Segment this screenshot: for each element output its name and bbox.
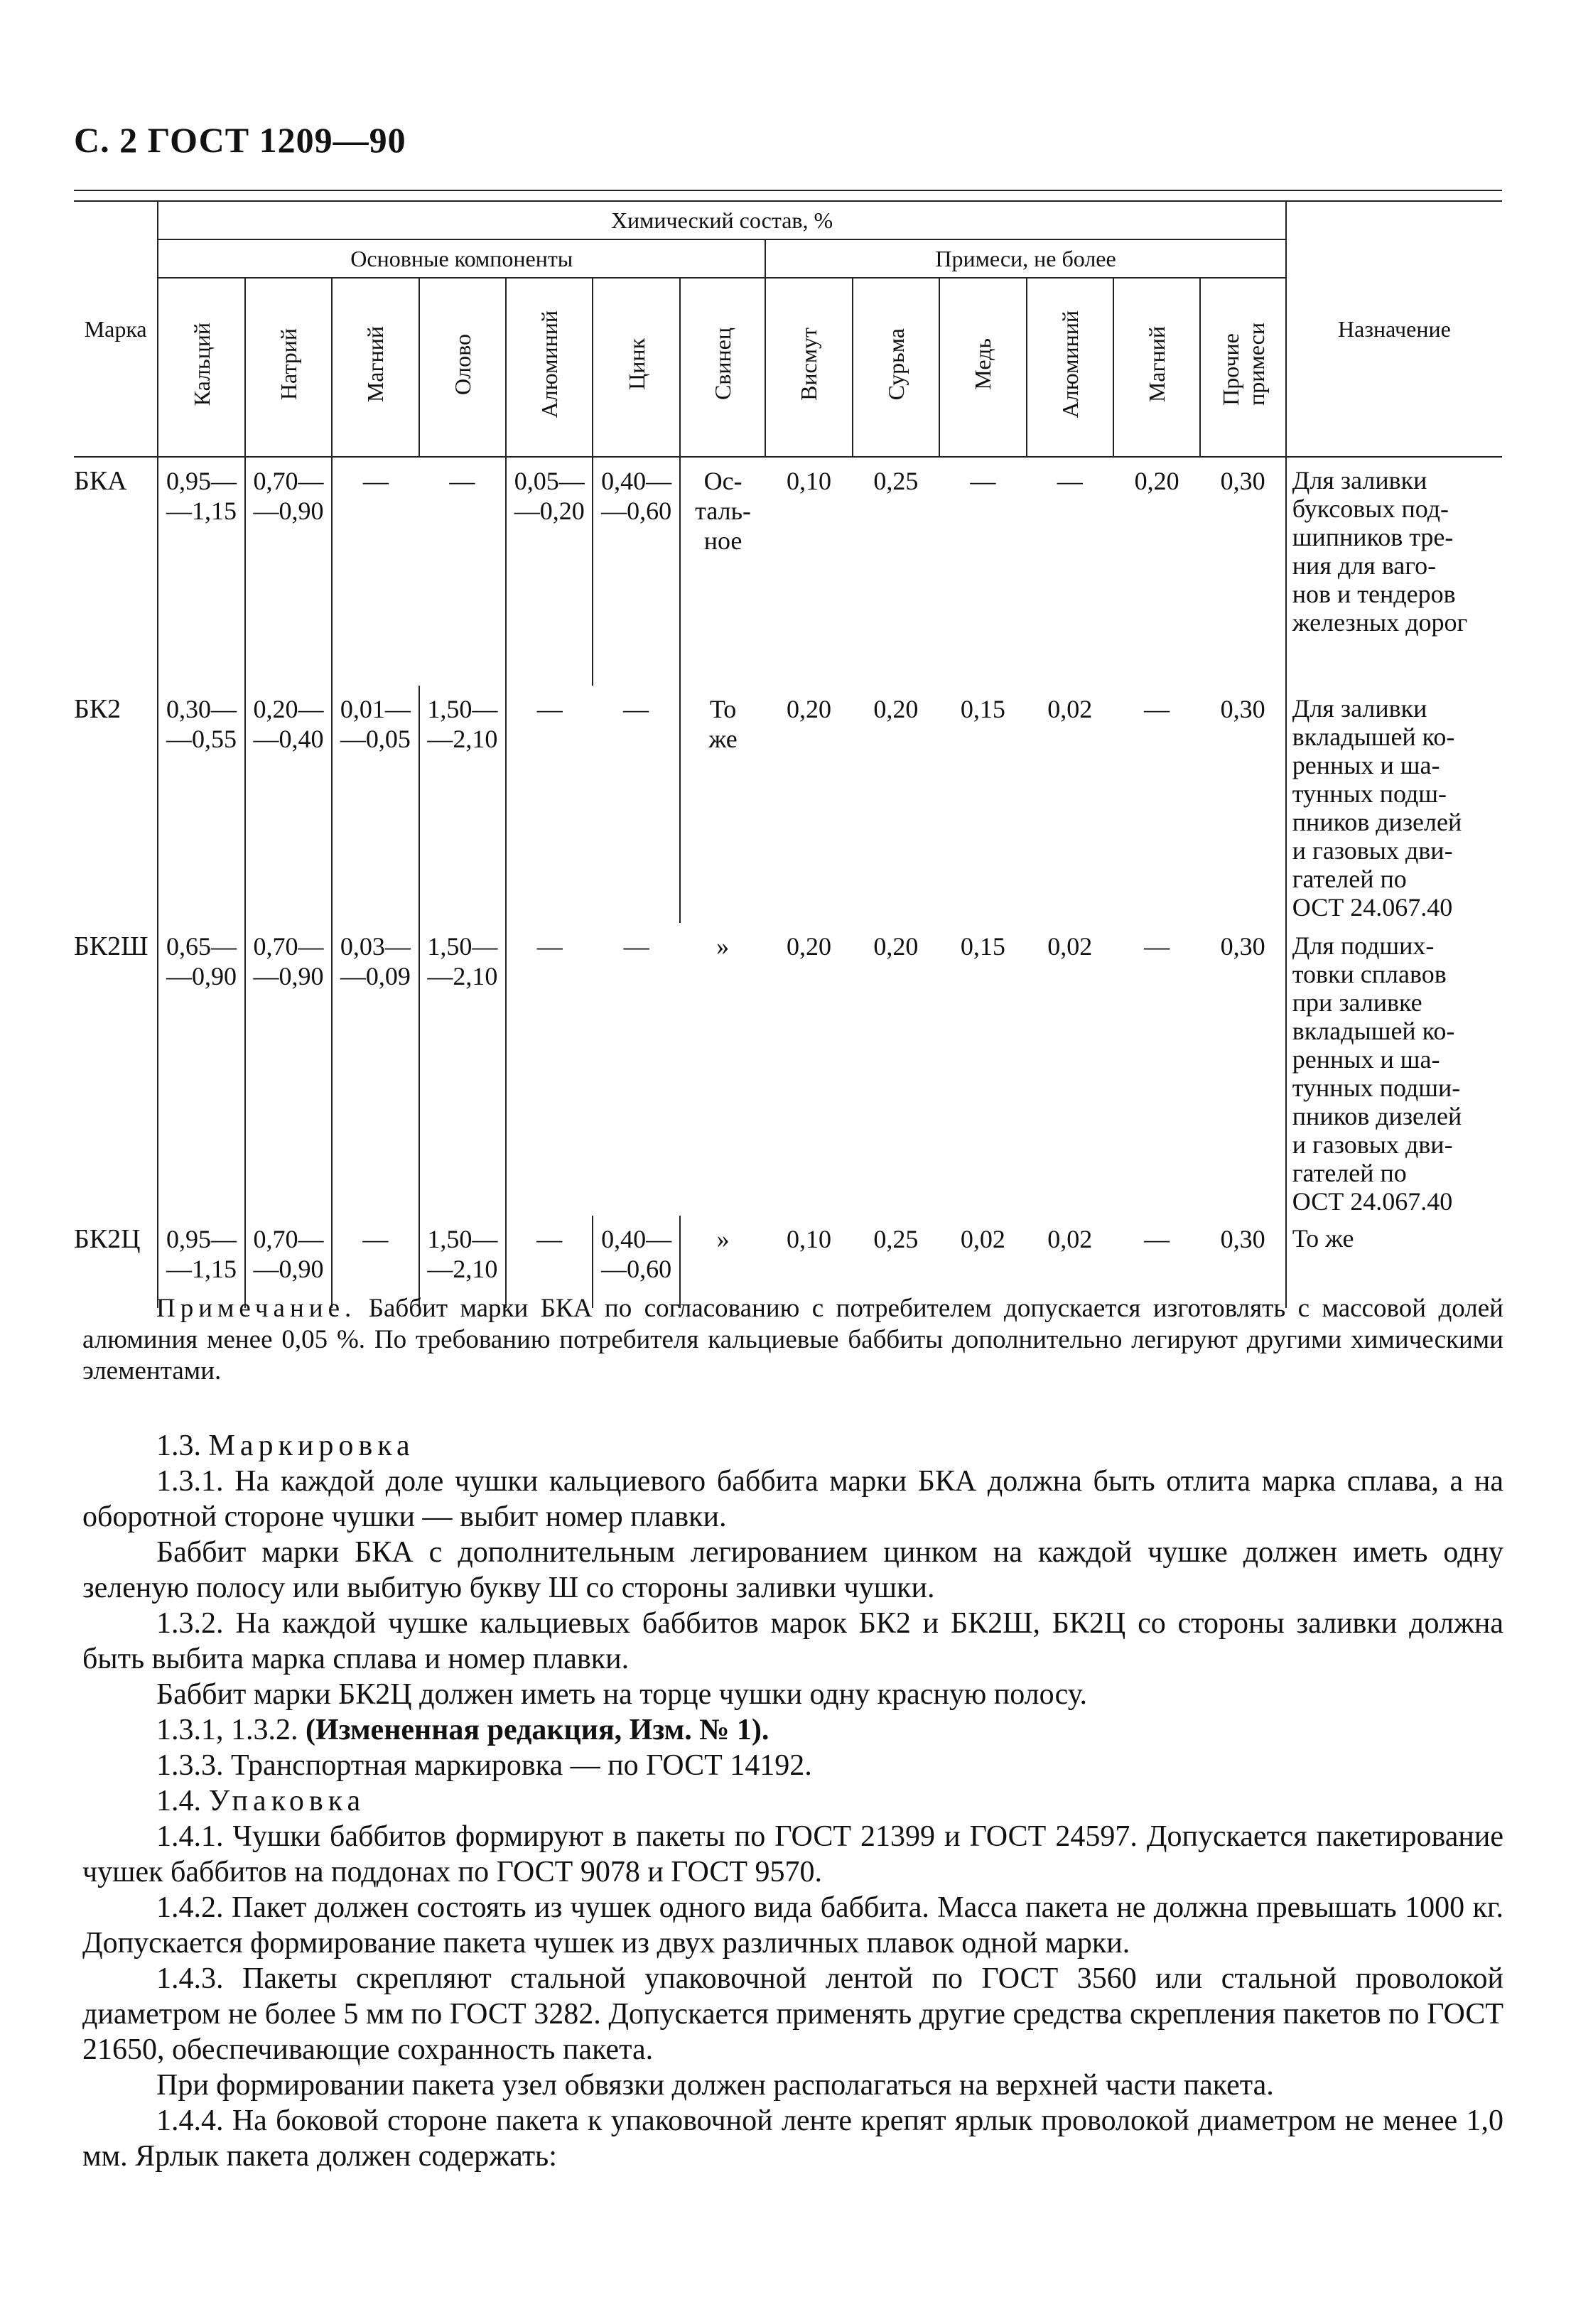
cell-value-line: таль- (695, 497, 751, 525)
cell-value-line: 1,50— (427, 1225, 498, 1253)
col-header-element (765, 278, 852, 457)
cell-value-line: 0,70— (253, 1225, 324, 1253)
cell-value (506, 457, 593, 686)
cell-value-line: 0,70— (253, 467, 324, 495)
cell-value-line: — (623, 932, 649, 961)
col-header-element (939, 278, 1026, 457)
cell-value-line: —2,10 (427, 725, 498, 753)
cell-purpose-line: пников дизелей (1292, 1102, 1462, 1130)
cell-value-line: —1,15 (166, 497, 237, 525)
cell-value-line: 0,65— (166, 932, 237, 961)
col-header-element-label: Сурьма (882, 328, 909, 401)
cell-value (158, 923, 244, 1216)
cell-value (419, 923, 506, 1216)
cell-purpose-line: Для заливки (1292, 694, 1427, 723)
cell-value (506, 923, 593, 1216)
cell-value-line: — (970, 467, 996, 495)
cell-value-line: —0,05 (340, 725, 411, 753)
cell-value-line: Ос- (703, 467, 742, 495)
cell-value-line: 0,02 (1047, 1225, 1093, 1253)
cell-value (593, 923, 679, 1216)
cell-value-line: —2,10 (427, 1255, 498, 1283)
table-row (74, 686, 1502, 923)
section-heading-1-3 (82, 1428, 1503, 1464)
cell-value-line: 0,30 (1220, 467, 1265, 495)
cell-value-line: —0,20 (514, 497, 585, 525)
cell-purpose-line: гателей по (1292, 1159, 1407, 1187)
paragraph-1-3-1: 1.3.1. На каждой доле чушки кальциевого баббита марки БКА должна быть отлита марка сплава, а на оборотной стороне чушки — выбит номер плавки. (82, 1465, 1503, 1533)
cell-value-line: 0,10 (786, 1225, 831, 1253)
note-text: Баббит марки БКА по согласованию с потребителем допускается изготовлять с массовой долей алюминия менее 0,05 %. По требованию потребителя кальциевые баббиты дополнительно легируют другими химическими элементами. (82, 1294, 1503, 1385)
cell-purpose (1286, 686, 1502, 923)
cell-value-line: 0,25 (873, 467, 919, 495)
cell-value-line: 0,40— (601, 1225, 672, 1253)
cell-value (1027, 923, 1113, 1216)
section-title: Маркировка (208, 1429, 415, 1462)
section-title: Упаковка (208, 1785, 366, 1817)
cell-value (765, 457, 852, 686)
paragraph-1-4-1: 1.4.1. Чушки баббитов формируют в пакеты по ГОСТ 21399 и ГОСТ 24597. Допускается пакетирование чушек баббитов на поддонах по ГОСТ 9078 и ГОСТ 9570. (82, 1820, 1503, 1888)
cell-value-line: 0,10 (786, 467, 831, 495)
cell-purpose-line: шипников тре- (1292, 523, 1454, 551)
col-header-element-label: Висмут (796, 328, 822, 401)
col-header-element (1200, 278, 1285, 457)
cell-value-line: — (1057, 467, 1083, 495)
cell-purpose-line: гателей по (1292, 865, 1407, 893)
cell-purpose-line: ОСТ 24.067.40 (1292, 1187, 1453, 1216)
cell-value-line: — (449, 467, 475, 495)
cell-value-line: 1,50— (427, 695, 498, 723)
cell-value-line: 0,30— (166, 695, 237, 723)
cell-value-line: 0,02 (1047, 932, 1093, 961)
cell-value (1113, 923, 1200, 1216)
col-group-main-components: Основные компоненты (158, 239, 765, 278)
cell-value-line: 0,95— (166, 1225, 237, 1253)
col-header-element-label: Алюминий (536, 310, 563, 418)
cell-value-line: — (536, 1225, 563, 1253)
cell-purpose-line: То же (1292, 1224, 1354, 1253)
table-note (82, 1293, 1503, 1387)
cell-purpose (1286, 923, 1502, 1216)
cell-value (1027, 457, 1113, 686)
cell-value (1027, 686, 1113, 923)
col-header-element-label: Магний (1144, 325, 1170, 403)
col-header-element-label: Магний (362, 325, 389, 403)
cell-value-line: — (362, 1225, 389, 1253)
cell-value-line: — (362, 467, 389, 495)
cell-purpose-line: вкладышей ко- (1292, 1017, 1455, 1045)
col-group-chemical-composition: Химический состав, % (158, 201, 1285, 239)
cell-value (158, 457, 244, 686)
cell-purpose-line: Для заливки (1292, 466, 1427, 494)
cell-mark: БК2Ц (74, 1224, 141, 1254)
col-header-element-label: Кальций (188, 322, 215, 406)
cell-value-line: » (716, 1225, 730, 1253)
cell-value-line: 0,30 (1220, 1225, 1265, 1253)
note-label: Примечание. (156, 1294, 357, 1323)
cell-value-line: —1,15 (166, 1255, 237, 1283)
cell-value (680, 457, 765, 686)
cell-purpose-line: Для подших- (1292, 931, 1435, 960)
cell-value (939, 457, 1026, 686)
cell-value (765, 923, 852, 1216)
cell-value-line: —0,55 (166, 725, 237, 753)
cell-value (1200, 923, 1285, 1216)
table-body (74, 457, 1502, 1308)
cell-value (680, 923, 765, 1216)
cell-value (853, 457, 939, 686)
col-header-element-label: Прочие примеси (1217, 323, 1269, 406)
cell-value (1200, 686, 1285, 923)
cell-value (1113, 457, 1200, 686)
col-header-element (593, 278, 679, 457)
paragraph-1-3-2: 1.3.2. На каждой чушке кальциевых баббитов марок БК2 и БК2Ш, БК2Ц со стороны заливки должна быть выбита марка сплава и номер плавки. (82, 1607, 1503, 1675)
cell-value-line: —0,60 (601, 1255, 672, 1283)
section-number: 1.4. (156, 1785, 209, 1817)
cell-purpose-line: и газовых дви- (1292, 836, 1453, 865)
table-row (74, 923, 1502, 1216)
cell-value-line: 0,30 (1220, 932, 1265, 961)
cell-purpose-line: ОСТ 24.067.40 (1292, 893, 1453, 922)
cell-purpose-line: нов и тендеров (1292, 580, 1456, 608)
cell-value (593, 457, 679, 686)
cell-value (680, 686, 765, 923)
cell-value-line: 0,20 (786, 695, 831, 723)
cell-value-line: 0,30 (1220, 695, 1265, 723)
cell-value (939, 686, 1026, 923)
edition-note-bold: (Измененная редакция, Изм. № 1). (306, 1714, 770, 1746)
cell-purpose-line: ренных и ша- (1292, 751, 1440, 779)
paragraph-1-3-1-b: Баббит марки БКА с дополнительным легированием цинком на каждой чушке должен иметь одну зеленую полосу или выбитую букву Ш со стороны заливки чушки. (82, 1536, 1503, 1604)
cell-purpose-line: тунных подш- (1292, 779, 1447, 808)
paragraph-1-4-2: 1.4.2. Пакет должен состоять из чушек одного вида баббита. Масса пакета не должна превышать 1000 кг. Допускается формирование пакета чушек из двух различных плавок одной марки. (82, 1891, 1503, 1960)
col-header-element-label: Алюминий (1057, 310, 1083, 418)
col-header-element (332, 278, 418, 457)
page-header: С. 2 ГОСТ 1209—90 (74, 120, 406, 160)
cell-purpose-line: буксовых под- (1292, 494, 1449, 523)
cell-purpose-line: вкладышей ко- (1292, 723, 1455, 751)
cell-value-line: — (536, 695, 563, 723)
cell-value-line: 0,03— (340, 932, 411, 961)
cell-purpose-line: при заливке (1292, 988, 1422, 1017)
composition-table (74, 200, 1502, 1308)
body-text (82, 1293, 1503, 2174)
cell-purpose-line: и газовых дви- (1292, 1130, 1453, 1159)
cell-value (1113, 686, 1200, 923)
cell-value (593, 686, 679, 923)
col-header-element (1113, 278, 1200, 457)
cell-value-line: 0,15 (960, 932, 1005, 961)
cell-value (332, 923, 418, 1216)
paragraph-1-4-3-b: При формировании пакета узел обвязки должен располагаться на верхней части пакета. (156, 2069, 1274, 2102)
cell-value-line: —2,10 (427, 962, 498, 990)
cell-value-line: 1,50— (427, 932, 498, 961)
cell-value (245, 923, 332, 1216)
col-header-element-label: Цинк (623, 338, 649, 390)
cell-value (506, 686, 593, 923)
cell-value-line: — (1144, 1225, 1170, 1253)
col-header-purpose: Назначение (1286, 201, 1502, 457)
cell-value (765, 686, 852, 923)
cell-mark: БКА (74, 466, 127, 496)
cell-value-line: —0,60 (601, 497, 672, 525)
cell-value (939, 923, 1026, 1216)
top-rule (74, 190, 1502, 191)
cell-value-line: —0,09 (340, 962, 411, 990)
cell-value (853, 686, 939, 923)
paragraph-1-4-4: 1.4.4. На боковой стороне пакета к упаковочной ленте крепят ярлык проволокой диаметром не менее 1,0 мм. Ярлык пакета должен содержать: (82, 2104, 1503, 2173)
cell-value (853, 923, 939, 1216)
col-header-element (245, 278, 332, 457)
cell-value-line: —0,90 (253, 1255, 324, 1283)
cell-value-line: —0,90 (166, 962, 237, 990)
cell-value-line: 0,01— (340, 695, 411, 723)
cell-value-line: 0,70— (253, 932, 324, 961)
cell-value-line: 0,15 (960, 695, 1005, 723)
cell-value-line: 0,20 (786, 932, 831, 961)
cell-value (332, 457, 418, 686)
composition-table-wrapper (74, 200, 1502, 1283)
cell-value-line: —0,40 (253, 725, 324, 753)
cell-value-line: 0,20— (253, 695, 324, 723)
section-number: 1.3. (156, 1429, 209, 1462)
cell-value (419, 686, 506, 923)
col-group-impurities: Примеси, не более (765, 239, 1286, 278)
cell-mark: БК2Ш (74, 931, 148, 961)
cell-value-line: — (1144, 695, 1170, 723)
col-header-element (158, 278, 244, 457)
paragraph-1-3-2-b: Баббит марки БК2Ц должен иметь на торце чушки одну красную полосу. (156, 1678, 1088, 1711)
cell-value-line: 0,20 (873, 932, 919, 961)
col-header-element-label: Свинец (710, 328, 736, 401)
cell-value-line: 0,02 (1047, 695, 1093, 723)
col-header-mark: Марка (74, 201, 158, 457)
cell-purpose-line: железных дорог (1292, 608, 1468, 637)
col-header-element (680, 278, 765, 457)
section-heading-1-4 (82, 1783, 1503, 1819)
cell-value-line: 0,20 (1134, 467, 1179, 495)
cell-mark: БК2 (74, 694, 122, 724)
cell-value-line: — (536, 932, 563, 961)
col-header-element-label: Олово (449, 333, 475, 395)
cell-value-line: — (1144, 932, 1170, 961)
edition-note-prefix: 1.3.1, 1.3.2. (156, 1714, 306, 1746)
cell-purpose-line: товки сплавов (1292, 960, 1447, 988)
cell-value-line: 0,25 (873, 1225, 919, 1253)
cell-value (1200, 457, 1285, 686)
col-header-element-label: Натрий (275, 328, 301, 401)
cell-value-line: — (623, 695, 649, 723)
paragraph-1-4-3: 1.4.3. Пакеты скрепляют стальной упаковочной лентой по ГОСТ 3560 или стальной проволокой диаметром не более 5 мм по ГОСТ 3282. Допускается применять другие средства скрепления пакетов по ГОСТ 21650, обеспечивающие сохранность пакета. (82, 1962, 1503, 2066)
cell-value (158, 686, 244, 923)
cell-value-line: 0,02 (960, 1225, 1005, 1253)
cell-value-line: ное (703, 526, 742, 555)
table-row (74, 457, 1502, 686)
paragraph-1-3-3: 1.3.3. Транспортная маркировка — по ГОСТ 14192. (156, 1749, 812, 1782)
cell-value-line: 0,40— (601, 467, 672, 495)
cell-purpose-line: пников дизелей (1292, 808, 1462, 836)
cell-value (332, 686, 418, 923)
cell-value-line: —0,90 (253, 497, 324, 525)
cell-value (245, 686, 332, 923)
col-header-element (853, 278, 939, 457)
cell-value-line: 0,20 (873, 695, 919, 723)
cell-value (245, 457, 332, 686)
col-header-element-label: Медь (970, 338, 996, 390)
cell-value-line: 0,95— (166, 467, 237, 495)
cell-value-line: же (708, 725, 738, 753)
cell-value-line: » (716, 932, 730, 961)
cell-value-line: То (709, 695, 737, 723)
col-header-element (1027, 278, 1113, 457)
cell-purpose-line: ренных и ша- (1292, 1045, 1440, 1074)
cell-value-line: —0,90 (253, 962, 324, 990)
cell-purpose (1286, 457, 1502, 686)
col-header-element (419, 278, 506, 457)
col-header-element (506, 278, 593, 457)
cell-value (419, 457, 506, 686)
cell-purpose-line: ния для ваго- (1292, 551, 1437, 580)
cell-value-line: 0,05— (514, 467, 585, 495)
cell-purpose-line: тунных подши- (1292, 1074, 1461, 1102)
edition-note (82, 1712, 1503, 1748)
